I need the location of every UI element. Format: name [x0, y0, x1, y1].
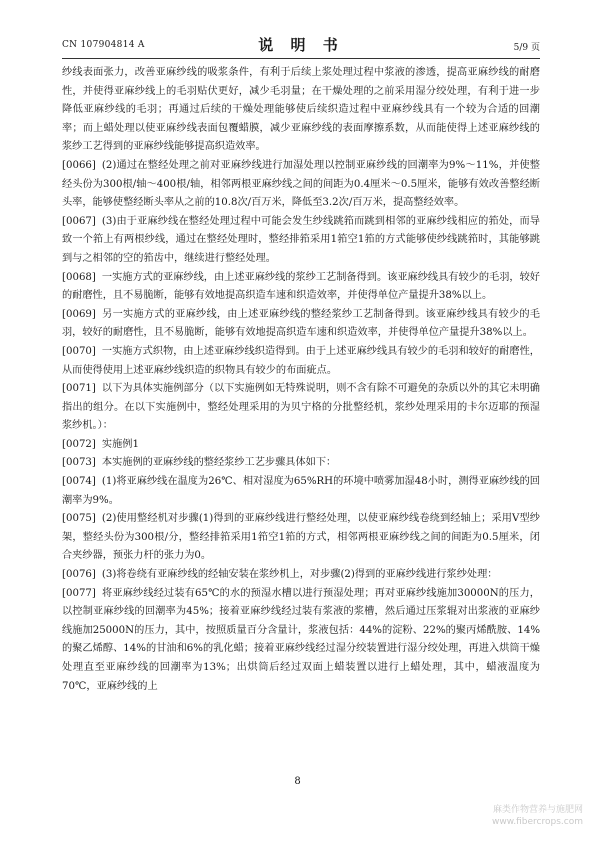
- paragraph-text: 本实施例的亚麻纱线的整经浆纱工艺步骤具体如下：: [101, 457, 337, 469]
- paragraph-0071: [62, 380, 540, 436]
- paragraph-number: [0068]: [62, 271, 96, 283]
- document-body: [62, 64, 540, 696]
- document-title: 说 明 书: [258, 36, 344, 54]
- header-divider: [62, 58, 540, 59]
- watermark-site-name: 麻类作物营养与施肥网: [492, 805, 583, 815]
- paragraph-text: 实施例1: [101, 438, 139, 450]
- paragraph-0070: [62, 343, 540, 380]
- paragraph-text: 一实施方式的亚麻纱线，由上述亚麻纱线的浆纱工艺制备得到。该亚麻纱线具有较少的毛羽，较好的耐磨性，且不易脆断，能够有效地提高织造车速和织造效率，并使得单位产量提升38%以上。: [62, 271, 540, 302]
- paragraph-number: [0071]: [62, 383, 96, 395]
- paragraph-text: 将亚麻纱线经过装有65℃的水的预湿水槽以进行预湿处理；再对亚麻纱线施加30000N的压力，以控制亚麻纱线的回潮率为45%；接着亚麻纱线经过装有浆液的浆槽，然后通过压浆辊对出浆液的亚麻纱线施加25000N的压力，其中，按照质量百分含量计，浆液包括：44%的淀粉、22%的聚丙烯酰胺、14%的聚乙烯醇、14%的甘油和6%的乳化蜡；接着亚麻纱线经过湿分绞装置进行湿分绞处理，再进入烘筒干燥处理直至亚麻纱线的回潮率为13%；出烘筒后经过双面上蜡装置以进行上蜡处理，其中，蜡液温度为70℃，亚麻纱线的上: [62, 587, 540, 692]
- paragraph-0075: [62, 510, 540, 566]
- paragraph-0069: [62, 306, 540, 343]
- paragraph-number: [0069]: [62, 308, 96, 320]
- paragraph-number: [0075]: [62, 513, 96, 525]
- paragraph-number: [0076]: [62, 569, 96, 581]
- patent-number: CN 107904814 A: [62, 40, 145, 50]
- page-indicator: 5/9 页: [513, 43, 540, 53]
- paragraph-0074: [62, 473, 540, 510]
- paragraph-0066: [62, 157, 540, 213]
- paragraph-number: [0077]: [62, 587, 96, 599]
- paragraph-0072: [62, 436, 540, 455]
- paragraph-0077: [62, 585, 540, 697]
- paragraph-text: (1)将亚麻纱线在温度为26℃、相对湿度为65%RH的环境中喷雾加湿48小时，测得亚麻纱线的回潮率为9%。: [62, 476, 540, 506]
- paragraph-0067: [62, 213, 540, 269]
- page-number: 8: [294, 776, 301, 787]
- paragraph-number: [0074]: [62, 476, 96, 488]
- paragraph-text: (3)将卷绕有亚麻纱线的经轴安装在浆纱机上，对步骤(2)得到的亚麻纱线进行浆纱处理：: [101, 569, 498, 581]
- paragraph-number: [0067]: [62, 215, 96, 227]
- paragraph-number: [0073]: [62, 457, 96, 469]
- paragraph-text: 另一实施方式的亚麻纱线，由上述亚麻纱线的整经浆纱工艺制备得到。该亚麻纱线具有较少的毛羽，较好的耐磨性，且不易脆断，能够有效地提高织造车速和织造效率，并使得单位产量提升38%以上。: [62, 308, 540, 339]
- paragraph-text: (3)由于亚麻纱线在整经处理过程中可能会发生纱线跳筘而跳到相邻的亚麻纱线相应的筘处，而导致一个筘上有两根纱线，通过在整经处理时，整经排筘采用1筘空1筘的方式能够使纱线跳筘时，其能够跳到与之相邻的空的筘齿中，继续进行整经处理。: [62, 215, 540, 264]
- paragraph-number: [0066]: [62, 159, 96, 171]
- paragraph-text: (2)通过在整经处理之前对亚麻纱线进行加湿处理以控制亚麻纱线的回潮率为9%～11%，并使整经头份为300根/轴～400根/轴，相邻两根亚麻纱线之间的间距为0.4厘米～0.5厘米，能够有效改善整经断头率，能够使整经断头率从之前的10.8次/百万米，降低至3.2次/百万米，提高整经效率。: [62, 159, 540, 209]
- paragraph-text: 一实施方式织物，由上述亚麻纱线织造得到。由于上述亚麻纱线具有较少的毛羽和较好的耐磨性，从而使得使用上述亚麻纱线织造的织物具有较少的布面疵点。: [62, 345, 540, 376]
- site-watermark: [492, 804, 583, 828]
- paragraph-continued: [62, 64, 540, 157]
- paragraph-0073: [62, 454, 540, 473]
- paragraph-text: 纱线表面张力，改善亚麻纱线的吸浆条件，有利于后续上浆处理过程中浆液的渗透，提高亚麻纱线的耐磨性，并使得亚麻纱线上的毛羽贴伏更好，减少毛羽量；在干燥处理的之前采用湿分绞处理，有利于进一步降低亚麻纱线的毛羽；再通过后续的干燥处理能够使后续织造过程中亚麻纱线具有一个较为合适的回潮率；而上蜡处理以使亚麻纱线表面包覆蜡膜，减少亚麻纱线的表面摩擦系数，从而能使得上述亚麻纱线的浆纱工艺得到的亚麻纱线能够提高织造效率。: [62, 67, 540, 153]
- paragraph-text: 以下为具体实施例部分（以下实施例如无特殊说明，则不含有除不可避免的杂质以外的其它未明确指出的组分。在以下实施例中，整经处理采用的为贝宁格的分批整经机，浆纱处理采用的卡尔迈耶的预湿浆纱机。）：: [62, 383, 540, 432]
- watermark-url: www.fibercrops.com: [492, 817, 583, 827]
- paragraph-number: [0072]: [62, 438, 96, 450]
- paragraph-number: [0070]: [62, 345, 96, 357]
- page-header: [62, 34, 540, 56]
- paragraph-0076: [62, 566, 540, 585]
- paragraph-0068: [62, 269, 540, 306]
- paragraph-text: (2)使用整经机对步骤(1)得到的亚麻纱线进行整经处理，以使亚麻纱线卷绕到经轴上；采用V型纱架，整经头份为300根/分，整经排筘采用1筘空1筘的方式，相邻两根亚麻纱线之间的间距为0.5厘米，闭合夹纱器，预张力杆的张力为0。: [62, 513, 540, 562]
